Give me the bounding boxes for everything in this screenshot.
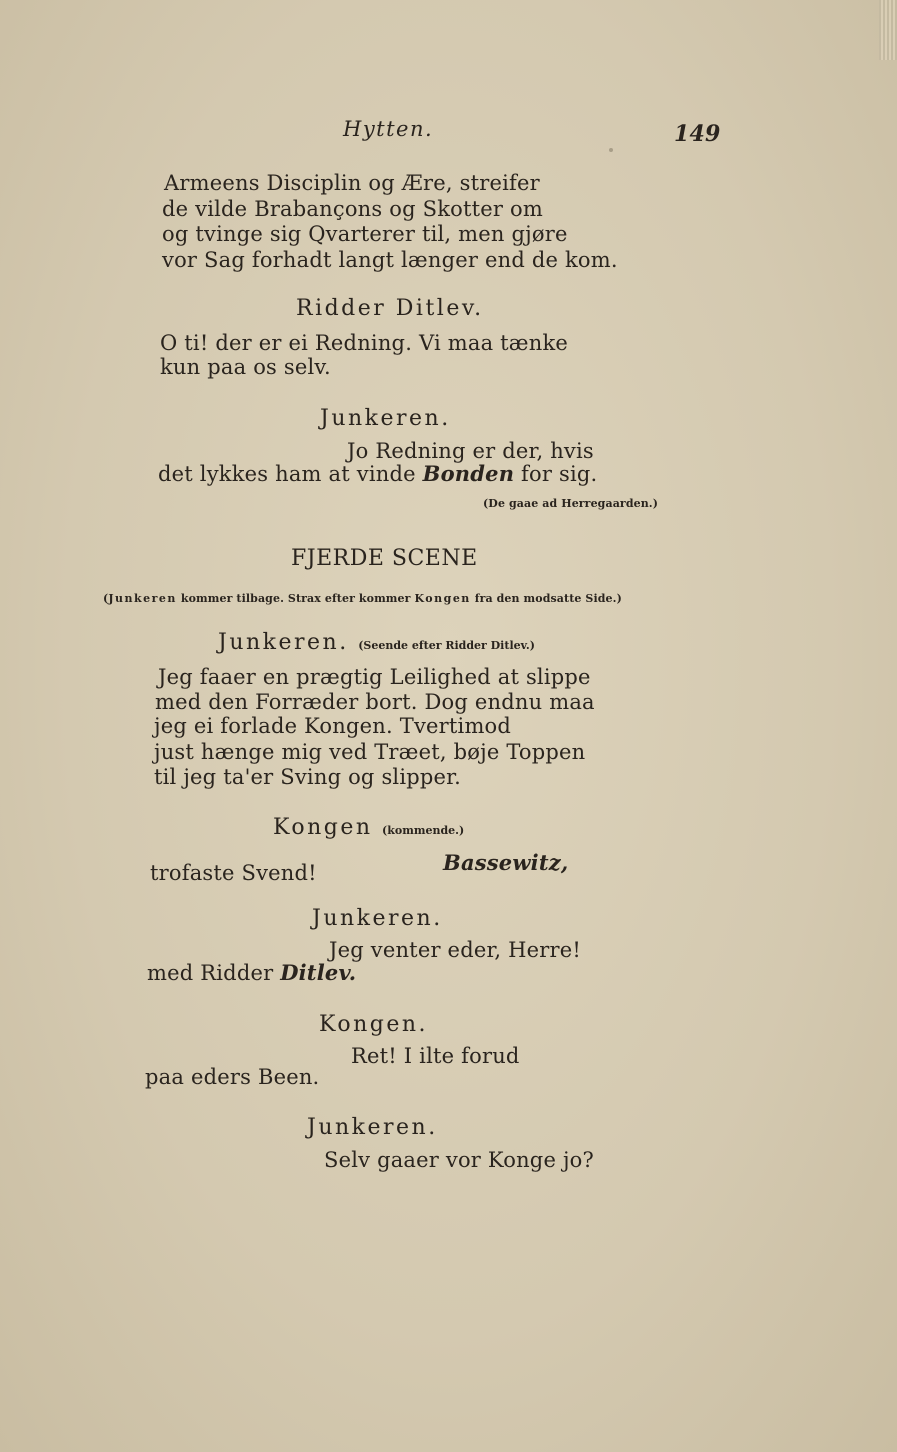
verse-line: Armeens Disciplin og Ære, streifer [164,171,540,195]
verse-line: vor Sag forhadt langt længer end de kom. [162,248,618,272]
speaker-junkeren: Junkeren. [320,406,451,431]
verse-line: til jeg ta'er Sving og slipper. [154,765,461,789]
speaker-ditlev: Ridder Ditlev. [296,296,484,321]
speaker-kongen: Kongen (kommende.) [273,815,465,840]
stage-direction: (kommende.) [382,824,465,837]
speaker-junkeren: Junkeren. [312,906,443,931]
verse-line: Jo Redning er der, hvis [347,439,594,463]
speaker-kongen: Kongen. [319,1012,429,1037]
verse-line: jeg ei forlade Kongen. Tvertimod [154,714,512,738]
speaker-junkeren: Junkeren. [307,1115,438,1140]
verse-line: Jeg faaer en prægtig Leilighed at slippe [158,665,591,689]
verse-line: med den Forræder bort. Dog endnu maa [155,690,595,714]
speck [609,148,613,152]
verse-line: det lykkes ham at vinde Bonden for sig. [158,461,598,486]
stage-direction-exit: (De gaae ad Herregaarden.) [483,497,659,510]
verse-line: kun paa os selv. [160,355,331,379]
speaker-junkeren: Junkeren. (Seende efter Ridder Ditlev.) [218,630,535,655]
verse-line: med Ridder Ditlev. [147,960,357,985]
verse-line: just hænge mig ved Træet, bøje Toppen [154,740,586,764]
page-edge [879,0,897,60]
verse-line: trofaste Svend! [150,861,317,885]
running-title: Hytten. [343,117,434,141]
scene-title: FJERDE SCENE [291,546,478,571]
verse-line: O ti! der er ei Redning. Vi maa tænke [160,331,569,355]
stage-direction: (Seende efter Ridder Ditlev.) [358,639,535,652]
verse-line: Ret! I ilte forud [351,1044,520,1068]
verse-line: paa eders Been. [145,1065,320,1089]
verse-line: Selv gaaer vor Konge jo? [324,1148,594,1172]
verse-line: Bassewitz, [443,850,569,875]
stage-direction-scene: (Junkeren kommer tilbage. Strax efter kommer Kongen fra den modsatte Side.) [103,592,622,605]
verse-line: og tvinge sig Qvarterer til, men gjøre [162,222,568,246]
page-number: 149 [674,121,721,147]
verse-line: Jeg venter eder, Herre! [329,938,582,962]
verse-line: de vilde Brabançons og Skotter om [162,197,543,221]
